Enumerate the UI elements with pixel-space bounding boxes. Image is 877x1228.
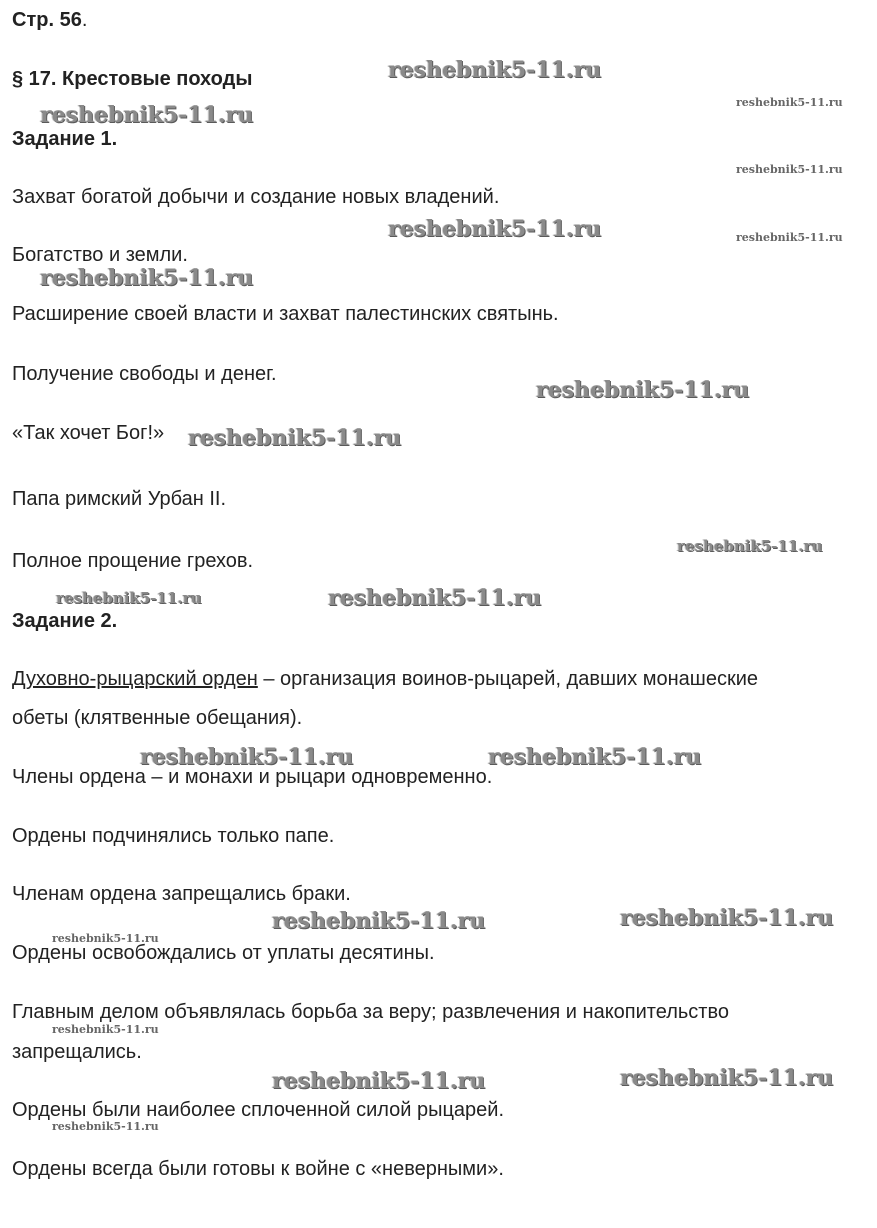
watermark: reshebnik5-11.ru — [388, 216, 602, 242]
watermark: reshebnik5-11.ru — [272, 1068, 486, 1094]
watermark: reshebnik5-11.ru — [52, 1023, 159, 1036]
task2-fact-4: Ордены освобождались от уплаты десятины. — [12, 942, 435, 964]
watermark: reshebnik5-11.ru — [736, 96, 843, 109]
watermark: reshebnik5-11.ru — [620, 1065, 834, 1091]
task1-answer-6: Папа римский Урбан II. — [12, 488, 227, 510]
watermark: reshebnik5-11.ru — [52, 932, 159, 945]
page-reference — [12, 8, 87, 32]
task2-heading: Задание 2. — [12, 610, 118, 632]
watermark: reshebnik5-11.ru — [536, 377, 750, 403]
watermark: reshebnik5-11.ru — [620, 905, 834, 931]
watermark: reshebnik5-11.ru — [188, 425, 402, 451]
definition-term: Духовно-рыцарский орден — [12, 668, 258, 690]
task1-answer-5: «Так хочет Бог!» — [12, 422, 165, 444]
task1-answer-4: Получение свободы и денег. — [12, 363, 277, 385]
task2-fact-2: Ордены подчинялись только папе. — [12, 825, 335, 847]
task1-answer-1: Захват богатой добычи и создание новых владений. — [12, 186, 500, 208]
watermark: reshebnik5-11.ru — [736, 163, 843, 176]
watermark: reshebnik5-11.ru — [140, 744, 354, 770]
watermark: reshebnik5-11.ru — [272, 908, 486, 934]
page-reference-dot: . — [81, 9, 88, 31]
definition-line-2: обеты (клятвенные обещания). — [12, 707, 303, 729]
watermark: reshebnik5-11.ru — [56, 589, 202, 607]
watermark: reshebnik5-11.ru — [736, 231, 843, 244]
task1-answer-3: Расширение своей власти и захват палестинских святынь. — [12, 303, 559, 325]
watermark: reshebnik5-11.ru — [488, 744, 702, 770]
task2-fact-5: Главным делом объявлялась борьба за веру; развлечения и накопительство — [12, 1001, 729, 1023]
definition-text: – организация воинов-рыцарей, давших монашеские — [257, 668, 758, 690]
task1-heading: Задание 1. — [12, 128, 118, 150]
task2-fact-7: Ордены всегда были готовы к войне с «неверными». — [12, 1158, 504, 1180]
watermark: reshebnik5-11.ru — [40, 265, 254, 291]
watermark: reshebnik5-11.ru — [677, 537, 823, 555]
task2-fact-6: Ордены были наиболее сплоченной силой рыцарей. — [12, 1099, 505, 1121]
watermark: reshebnik5-11.ru — [40, 102, 254, 128]
task2-fact-5-cont: запрещались. — [12, 1041, 142, 1063]
task2-fact-3: Членам ордена запрещались браки. — [12, 883, 351, 905]
page-reference-text: Стр. 56 — [12, 9, 82, 31]
watermark: reshebnik5-11.ru — [52, 1120, 159, 1133]
watermark: reshebnik5-11.ru — [328, 585, 542, 611]
task1-answer-7: Полное прощение грехов. — [12, 550, 254, 572]
task1-answer-2: Богатство и земли. — [12, 244, 188, 266]
task2-fact-1: Члены ордена – и монахи и рыцари одновременно. — [12, 766, 493, 788]
definition-line-1 — [12, 667, 758, 691]
watermark: reshebnik5-11.ru — [388, 57, 602, 83]
section-title: § 17. Крестовые походы — [12, 68, 253, 90]
